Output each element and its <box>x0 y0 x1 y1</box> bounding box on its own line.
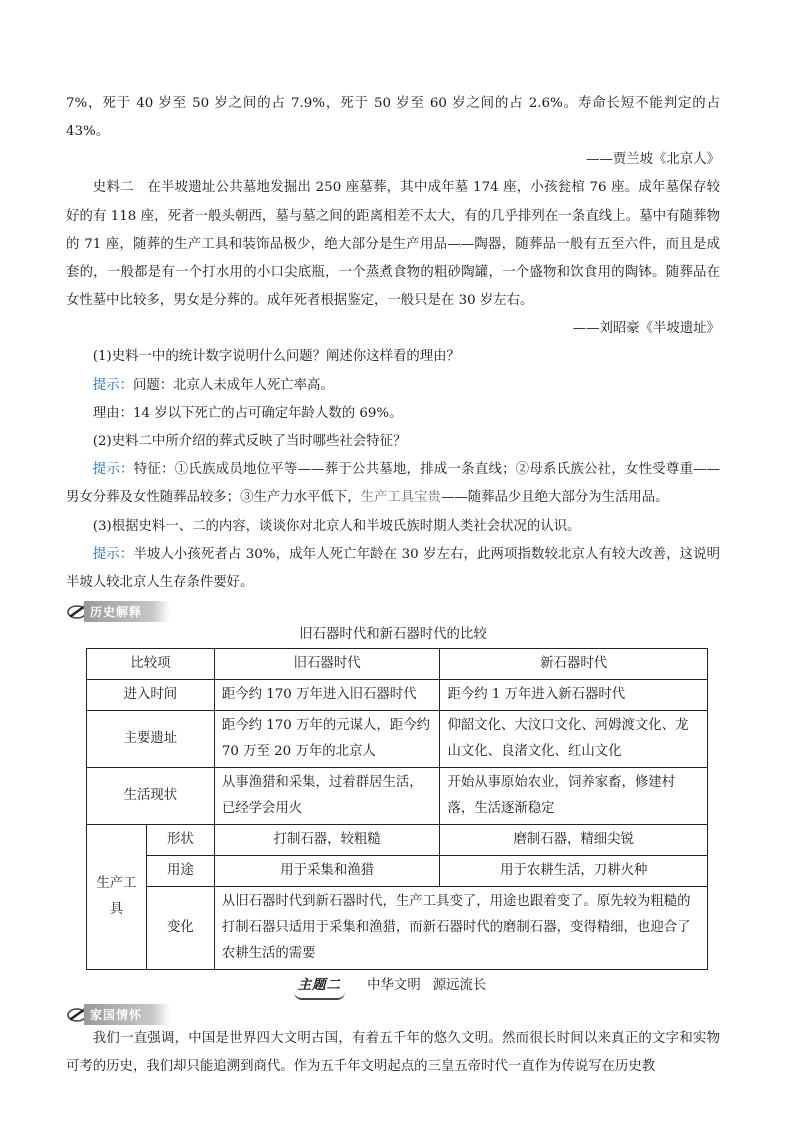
answer-3 <box>66 541 720 597</box>
hint-label: 提示： <box>92 546 134 562</box>
comparison-table <box>86 648 708 970</box>
topic-title-b: 源远流长 <box>432 978 487 994</box>
table-title: 旧石器时代和新石器时代的比较 <box>299 627 487 643</box>
cell-old: 打制石器，较粗糙 <box>214 825 440 856</box>
section-label-history: 历史解释 <box>84 601 170 622</box>
question-2: (2)史料二中所介绍的葬式反映了当时哪些社会特征？ <box>92 434 407 450</box>
header-cell-item: 比较项 <box>87 649 215 680</box>
section-label-family: 家国情怀 <box>84 1004 170 1025</box>
cell-new: 开始从事原始农业，饲养家畜，修建村落，生活逐渐稳定 <box>440 768 708 825</box>
cell-new: 用于农耕生活，刀耕火种 <box>440 856 708 887</box>
answer-2-gray-text: 生产工具宝贵 <box>360 490 441 506</box>
cell-old: 用于采集和渔猎 <box>214 856 440 887</box>
header-cell-new: 新石器时代 <box>440 649 708 680</box>
answer-1-reason: 理由：14 岁以下死亡的占可确定年龄人数的 69%。 <box>92 405 403 421</box>
bottom-paragraph: 我们一直强调，中国是世界四大文明古国，有着五千年的悠久文明。然而很长时间以来真正的文字和实物可考的历史，我们却只能追溯到商代。作为五千年文明起点的三皇五帝时代一直作为传说写在历史教 <box>66 1031 720 1075</box>
answer-3-text: 半坡人小孩死者占 30%，成年人死亡年龄在 30 岁左右，此两项指数较北京人有较大改善，这说明半坡人较北京人生存条件要好。 <box>66 546 721 591</box>
document-page <box>66 90 720 1082</box>
sub-label-shape: 形状 <box>146 825 214 856</box>
answer-2-text-b: ——随葬品少且绝大部分为生活用品。 <box>440 490 669 506</box>
table-row <box>87 825 708 856</box>
source-citation-2: ——刘昭豪《半坡遗址》 <box>572 321 720 337</box>
top-text: 7%，死于 40 岁至 50 岁之间的占 7.9%，死于 50 岁至 60 岁之间的占 2.6%。寿命长短不能判定的占 43%。 <box>66 96 720 140</box>
topic-title-a: 中华文明 <box>367 978 421 994</box>
question-1: (1)史料一中的统计数字说明什么问题？阐述你这样看的理由？ <box>92 349 460 365</box>
sub-label-use: 用途 <box>146 856 214 887</box>
row-label-main-sites: 主要遗址 <box>87 711 215 768</box>
row-label-living: 生活现状 <box>87 768 215 825</box>
row-label-tools: 生产工具 <box>87 825 147 970</box>
cell-new: 磨制石器，精细尖锐 <box>440 825 708 856</box>
row-label-entry-time: 进入时间 <box>87 680 215 711</box>
question-3: (3)根据史料一、二的内容，谈谈你对北京人和半坡氏族时期人类社会状况的认识。 <box>92 518 581 534</box>
table-row <box>87 768 708 825</box>
cell-old: 从事渔猎和采集，过着群居生活，已经学会用火 <box>214 768 440 825</box>
table-row <box>87 856 708 887</box>
answer-1-problem <box>66 372 720 400</box>
answer-1-problem-text: 问题：北京人未成年人死亡率高。 <box>132 377 334 393</box>
sub-label-change: 变化 <box>146 887 214 970</box>
table-row <box>87 887 708 970</box>
material-two-paragraph: 史料二 在半坡遗址公共墓地发掘出 250 座墓葬，其中成年墓 174 座，小孩瓮棺 76 座。成年墓保存较好的有 118 座，死者一般头朝西，墓与墓之间的距离相差不太大，有的几乎排列在一条直线上。墓中有随葬物的 71 座，随葬的生产工具和装饰品极少，绝大部分是生产用品——陶器，随葬品一般有五至六件，而且是成套的，一般都是有一个打水用的小口尖底瓶，一个蒸煮食物的粗砂陶罐，一个盛物和饮食用的陶钵。随葬品在女性墓中比较多，男女是分葬的。成年死者根据鉴定，一般只是在 30 岁左右。 <box>66 180 720 309</box>
section-header-history <box>66 600 720 622</box>
cell-change: 从旧石器时代到新石器时代，生产工具变了，用途也跟着变了。原先较为粗糙的打制石器只适用于采集和渔猎，而新石器时代的磨制石器，变得精细，也迎合了农耕生活的需要 <box>214 887 707 970</box>
cell-new: 距今约 1 万年进入新石器时代 <box>440 680 708 711</box>
topic-badge: 主题二 <box>294 972 345 1000</box>
cell-new: 仰韶文化、大汶口文化、河姆渡文化、龙山文化、良渚文化、红山文化 <box>440 711 708 768</box>
source-citation-1: ——贾兰坡《北京人》 <box>586 152 720 168</box>
answer-2 <box>66 456 720 512</box>
header-cell-old: 旧石器时代 <box>214 649 440 680</box>
cell-old: 距今约 170 万年的元谋人，距今约 70 万至 20 万年的北京人 <box>214 711 440 768</box>
answer-2-text-a: 特征：①氏族成员地位平等——葬于公共墓地，排成一条直线；②母系氏族公社，女性受尊重——男女分葬及女性随葬品较多；③生产力水平低下， <box>66 462 721 506</box>
section-header-family <box>66 1003 720 1025</box>
table-header-row <box>87 649 708 680</box>
topic-heading <box>66 972 720 1000</box>
hint-label: 提示： <box>92 462 134 478</box>
table-row <box>87 711 708 768</box>
cell-old: 距今约 170 万年进入旧石器时代 <box>214 680 440 711</box>
table-row <box>87 680 708 711</box>
hint-label: 提示： <box>92 377 133 393</box>
